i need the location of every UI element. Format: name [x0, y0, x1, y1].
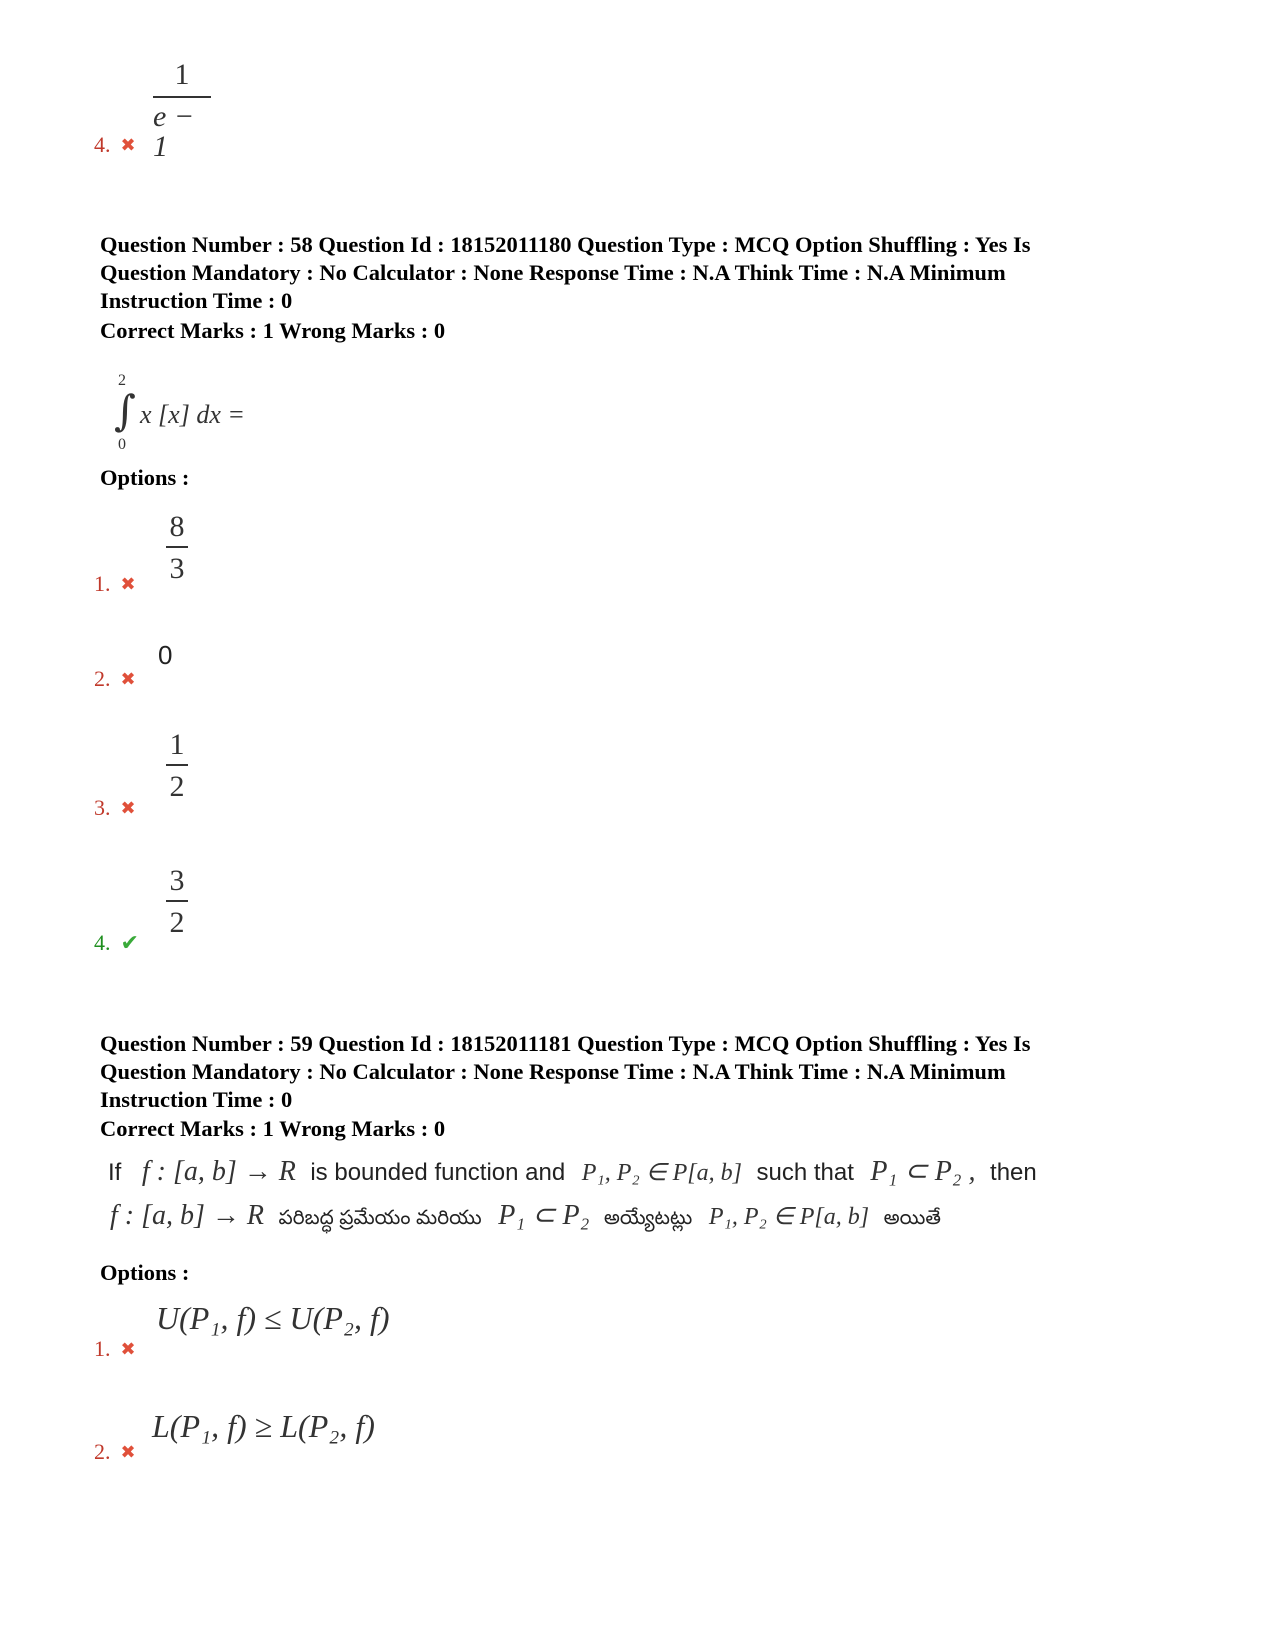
q58-option4-label	[94, 932, 139, 955]
q59-subset-expression: P₁ ⊂ P₂ ,	[870, 1156, 976, 1187]
fraction-bar	[166, 900, 188, 902]
q58-option3-fraction	[166, 730, 188, 802]
fraction-bar	[153, 96, 211, 98]
q59-marks: Correct Marks : 1 Wrong Marks : 0	[100, 1116, 446, 1141]
q59-partition-set: P₁, P₂ ∈ P[a, b]	[581, 1160, 742, 1186]
cross-icon: ✖	[120, 1339, 136, 1360]
q59-option2-label	[94, 1441, 136, 1463]
integral-upper-limit: 2	[118, 372, 126, 389]
q58-option2-value: 0	[158, 640, 173, 670]
q58-option2-label	[94, 668, 136, 690]
cross-icon: ✖	[120, 135, 136, 156]
fraction-denominator: e − 1	[153, 100, 195, 163]
q59-text-bounded: is bounded function and	[310, 1159, 566, 1186]
q58-option1-label	[94, 573, 136, 595]
q59-header	[100, 1030, 1180, 1114]
integral-lower-limit: 0	[118, 436, 126, 453]
q59-text-then: then	[990, 1159, 1037, 1186]
cross-icon: ✖	[120, 798, 136, 819]
option-number: 2.	[94, 666, 111, 691]
fraction-numerator: 3	[169, 864, 185, 897]
q58-header-line3: Instruction Time : 0	[100, 288, 293, 313]
q58-header-line2: Question Mandatory : No Calculator : None Response Time : N.A Think Time : N.A Minimum	[100, 260, 1006, 285]
option-number: 4.	[94, 132, 111, 157]
q59-question-english	[108, 1152, 1037, 1193]
q58-header-line1: Question Number : 58 Question Id : 18152011180 Question Type : MCQ Option Shuffling : Yes Is	[100, 232, 1031, 257]
q58-options-label: Options :	[100, 465, 190, 490]
fraction-numerator: 8	[169, 510, 185, 543]
q59-text-such-that: such that	[756, 1159, 854, 1186]
q59-question-telugu	[110, 1196, 941, 1238]
q58-marks: Correct Marks : 1 Wrong Marks : 0	[100, 318, 446, 343]
prev-option4-fraction	[153, 60, 211, 162]
q58-option3-label	[94, 797, 136, 819]
fraction-bar	[166, 764, 188, 766]
fraction-denominator: 2	[169, 770, 185, 803]
q59-if-text: If	[108, 1159, 122, 1186]
q58-header	[100, 231, 1180, 315]
q59-map-expression: f : [a, b] → R	[141, 1156, 296, 1187]
q59-map-expression-te: f : [a, b] → R	[110, 1200, 264, 1231]
q59-options-label: Options :	[100, 1260, 190, 1285]
cross-icon: ✖	[120, 574, 136, 595]
option-number: 2.	[94, 1439, 111, 1464]
q58-option1-fraction	[166, 512, 188, 584]
q58-question-integral	[112, 372, 272, 462]
fraction-bar	[166, 546, 188, 548]
q58-option4-fraction	[166, 866, 188, 938]
option-number: 4.	[94, 930, 111, 955]
check-icon: ✔	[120, 931, 139, 956]
q59-header-line3: Instruction Time : 0	[100, 1087, 293, 1112]
fraction-denominator: 2	[169, 906, 185, 939]
q59-telugu-text3: అయితే	[883, 1207, 941, 1229]
q59-option1-label	[94, 1338, 136, 1360]
q59-subset-expression-te: P₁ ⊂ P₂	[498, 1200, 590, 1231]
option-number: 1.	[94, 1336, 111, 1361]
prev-option4-label	[94, 134, 136, 156]
integral-body: x [x] dx =	[140, 400, 245, 429]
q59-partition-set-te: P₁, P₂ ∈ P[a, b]	[708, 1204, 870, 1230]
q59-option1-expression: U(P₁, f) ≤ U(P₂, f)	[156, 1300, 390, 1336]
cross-icon: ✖	[120, 1442, 136, 1463]
option-number: 1.	[94, 571, 111, 596]
option-number: 3.	[94, 795, 111, 820]
integral-sign: ∫	[114, 386, 136, 435]
q59-telugu-text2: అయ్యేటట్లు	[603, 1207, 693, 1229]
fraction-numerator: 1	[174, 58, 190, 91]
cross-icon: ✖	[120, 669, 136, 690]
q59-header-line2: Question Mandatory : No Calculator : None Response Time : N.A Think Time : N.A Minimum	[100, 1059, 1006, 1084]
fraction-denominator: 3	[169, 552, 185, 585]
fraction-numerator: 1	[169, 728, 185, 761]
q59-header-line1: Question Number : 59 Question Id : 18152011181 Question Type : MCQ Option Shuffling : Yes Is	[100, 1031, 1031, 1056]
q59-option2-expression: L(P₁, f) ≥ L(P₂, f)	[152, 1408, 375, 1444]
q59-telugu-text1: పరిబద్ధ ప్రమేయం మరియు	[278, 1207, 482, 1229]
